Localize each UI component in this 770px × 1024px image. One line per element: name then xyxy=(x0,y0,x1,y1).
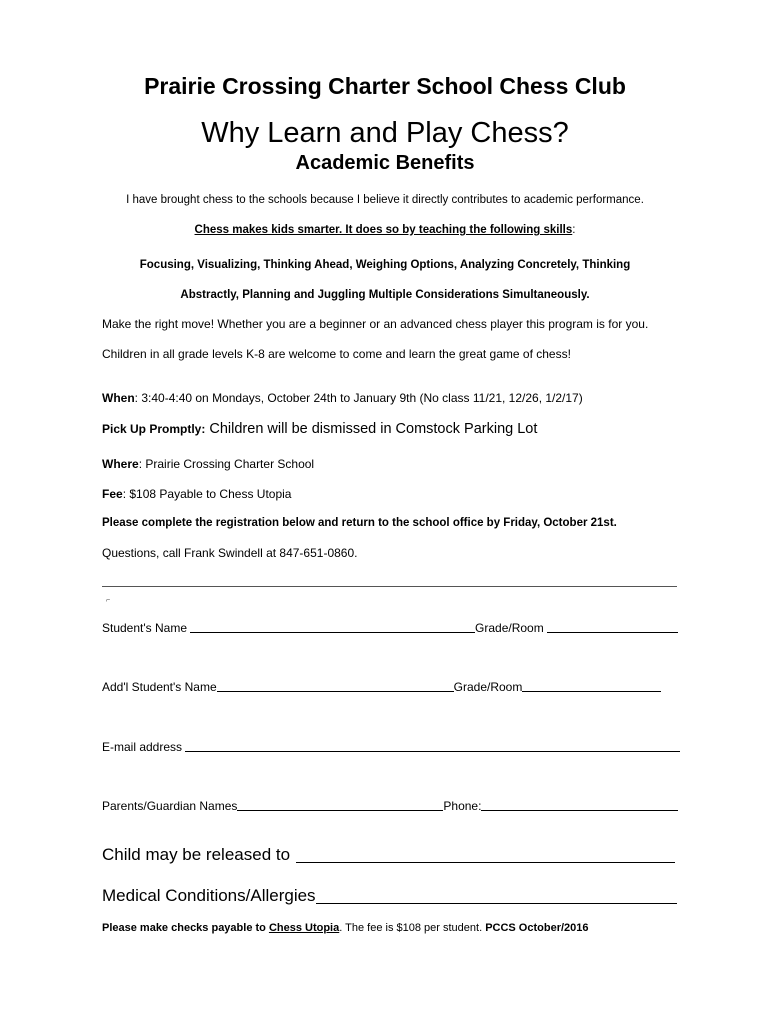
release-label: Child may be released to xyxy=(102,845,291,864)
addl-student-label: Add'l Student's Name xyxy=(102,680,217,694)
page-title: Prairie Crossing Charter School Chess Club xyxy=(144,73,626,99)
questions-contact: Questions, call Frank Swindell at 847-651-0860. xyxy=(102,546,358,560)
corner-mark: ⌐ xyxy=(106,597,111,604)
parents-field[interactable] xyxy=(237,810,443,811)
section-heading: Academic Benefits xyxy=(295,152,475,174)
email-field[interactable] xyxy=(185,751,680,752)
medical-field[interactable] xyxy=(316,903,677,904)
payment-footer xyxy=(102,921,589,935)
children-welcome-text: Children in all grade levels K-8 are welcome to come and learn the great game of chess! xyxy=(102,347,571,361)
medical-label: Medical Conditions/Allergies xyxy=(102,886,316,905)
fee-value: : $108 Payable to Chess Utopia xyxy=(122,487,292,501)
smarter-colon: : xyxy=(572,224,576,236)
email-label: E-mail address xyxy=(102,740,183,754)
grade-room-field[interactable] xyxy=(547,632,678,633)
smarter-statement xyxy=(0,223,770,237)
student-name-field[interactable] xyxy=(190,632,475,633)
grade-room-label: Grade/Room xyxy=(475,621,544,635)
make-move-text: Make the right move! Whether you are a beginner or an advanced chess player this program is for you. xyxy=(102,317,649,331)
addl-grade-room-field[interactable] xyxy=(522,691,661,692)
footer-pre: Please make checks payable to xyxy=(102,922,269,934)
addl-student-row xyxy=(102,680,678,694)
parents-label: Parents/Guardian Names xyxy=(102,799,238,813)
cut-line-divider xyxy=(102,586,677,587)
pickup-value: Children will be dismissed in Comstock Parking Lot xyxy=(205,421,538,437)
addl-student-field[interactable] xyxy=(217,691,454,692)
where-label: Where xyxy=(102,457,139,471)
pickup-info xyxy=(102,422,537,436)
where-info xyxy=(102,457,314,471)
footer-tag: PCCS October/2016 xyxy=(485,922,589,934)
release-row xyxy=(102,845,675,865)
release-field[interactable] xyxy=(296,862,675,863)
fee-label: Fee xyxy=(102,487,123,501)
page-subtitle: Why Learn and Play Chess? xyxy=(201,117,569,149)
addl-grade-room-label: Grade/Room xyxy=(453,680,523,694)
phone-label: Phone: xyxy=(443,799,482,813)
skills-line-1: Focusing, Visualizing, Thinking Ahead, Weighing Options, Analyzing Concretely, Thinking xyxy=(139,259,631,271)
smarter-statement-text: Chess makes kids smarter. It does so by teaching the following skills xyxy=(194,224,573,236)
student-name-label: Student's Name xyxy=(102,621,188,635)
intro-paragraph: I have brought chess to the schools because I believe it directly contributes to academic performance. xyxy=(126,194,644,206)
phone-field[interactable] xyxy=(481,810,678,811)
where-value: : Prairie Crossing Charter School xyxy=(138,457,315,471)
footer-mid: . The fee is $108 per student. xyxy=(339,922,486,934)
when-value: : 3:40-4:40 on Mondays, October 24th to January 9th (No class 11/21, 12/26, 1/2/17) xyxy=(134,391,583,405)
fee-info xyxy=(102,487,291,501)
student-name-row xyxy=(102,621,678,635)
footer-payee: Chess Utopia xyxy=(268,922,340,934)
medical-row xyxy=(102,886,677,906)
pickup-label: Pick Up Promptly: xyxy=(102,422,206,436)
skills-line-2: Abstractly, Planning and Juggling Multiple Considerations Simultaneously. xyxy=(180,289,590,301)
registration-instructions: Please complete the registration below and return to the school office by Friday, October 21st. xyxy=(102,517,617,529)
when-info xyxy=(102,391,583,405)
parents-row xyxy=(102,799,678,813)
when-label: When xyxy=(102,391,135,405)
email-row xyxy=(102,740,680,754)
